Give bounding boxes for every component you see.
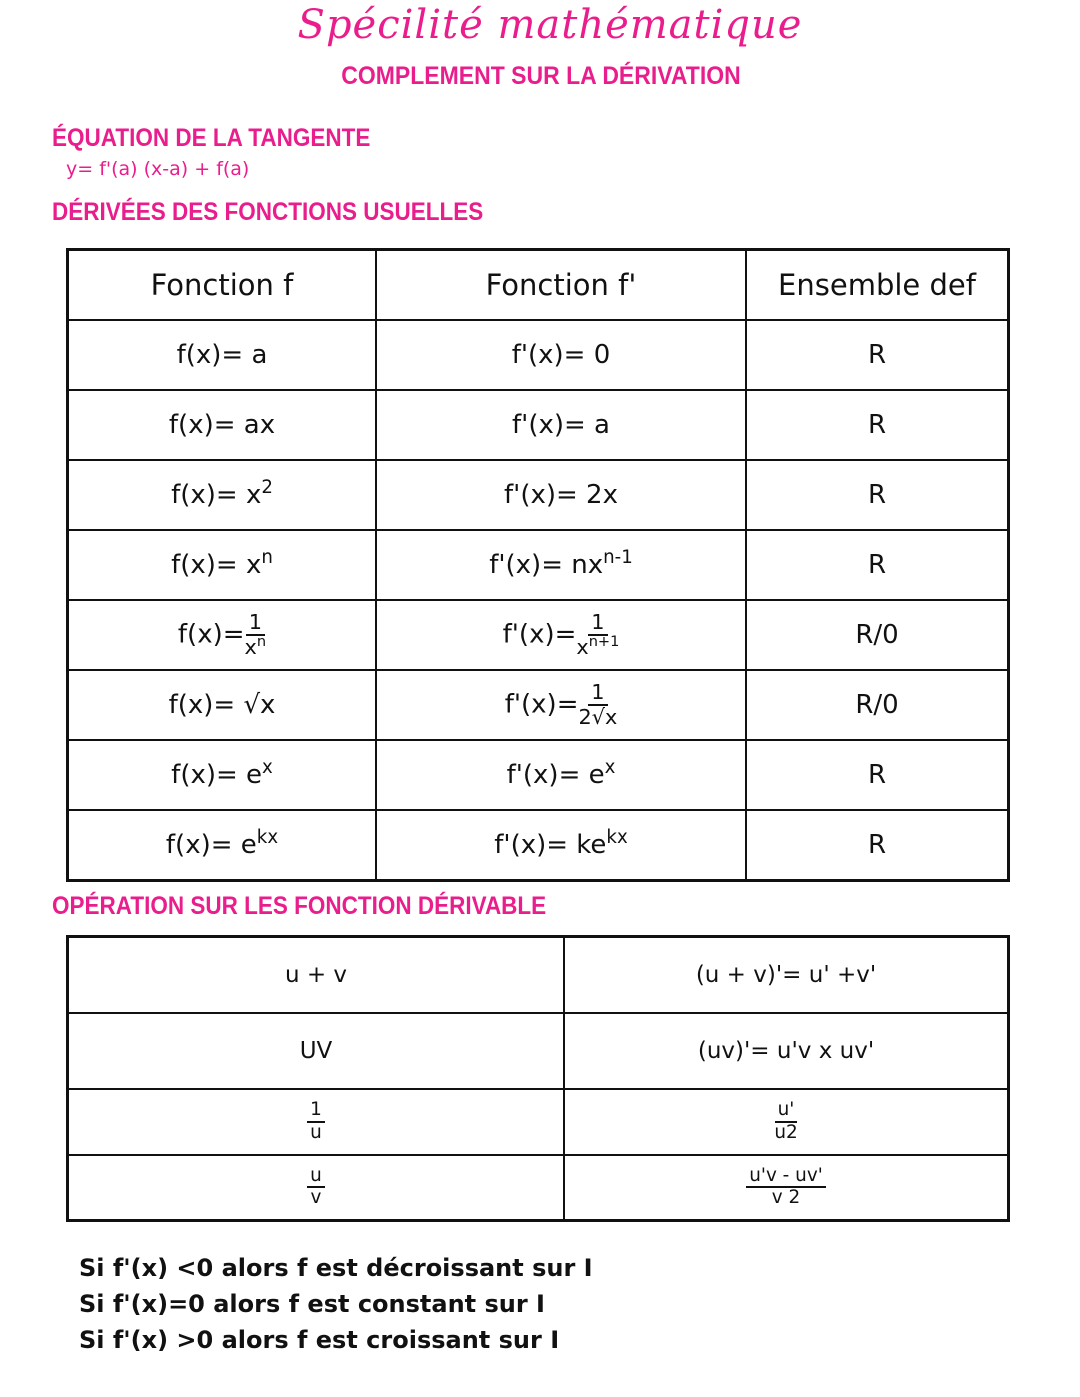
function-cell: f(x)= ax <box>68 390 377 460</box>
table-row <box>68 1155 1009 1221</box>
table-row <box>68 530 1009 600</box>
domain-cell: R <box>746 530 1009 600</box>
function-exponent: kx <box>256 827 279 848</box>
monotonicity-rules <box>79 1250 593 1358</box>
derivative-exponent: x <box>604 757 616 778</box>
table-row <box>68 1089 1009 1155</box>
derivative-base: f'(x)= ke <box>494 830 607 860</box>
function-base: f(x)= x <box>171 480 262 510</box>
fraction-denominator: u2 <box>774 1121 798 1143</box>
derivative-cell <box>376 530 746 600</box>
derivative-cell <box>376 740 746 810</box>
derivative-cell <box>376 670 746 740</box>
derivative-cell: f'(x)= 0 <box>376 320 746 390</box>
table-row <box>68 600 1009 670</box>
fraction-denominator <box>244 633 267 659</box>
rule-decreasing: Si f'(x) <0 alors f est décroissant sur I <box>79 1254 593 1282</box>
function-cell: f(x)= a <box>68 320 377 390</box>
operations-table <box>66 935 1010 1222</box>
fraction-numerator: u <box>307 1167 325 1188</box>
denominator-exponent: n <box>256 633 267 650</box>
result-cell: (u + v)'= u' +v' <box>564 937 1009 1013</box>
derivative-base: f'(x)= e <box>506 760 605 790</box>
derivative-exponent: n-1 <box>603 547 633 568</box>
fraction-denominator: 2√x <box>578 705 618 729</box>
domain-cell: R/0 <box>746 600 1009 670</box>
table-row <box>68 670 1009 740</box>
domain-cell: R <box>746 810 1009 881</box>
fraction-denominator: v <box>310 1187 322 1209</box>
function-cell <box>68 530 377 600</box>
result-cell <box>564 1089 1009 1155</box>
function-exponent: 2 <box>261 477 273 498</box>
function-base: f(x)= e <box>165 830 257 860</box>
fraction <box>576 612 619 658</box>
fraction <box>746 1164 826 1209</box>
function-cell <box>68 600 377 670</box>
derivative-cell <box>376 810 746 881</box>
rule-increasing: Si f'(x) >0 alors f est croissant sur I <box>79 1326 560 1354</box>
fraction-numerator: 1 <box>307 1101 325 1122</box>
table-header-row <box>68 250 1009 321</box>
table-row <box>68 810 1009 881</box>
derivatives-heading: DÉRIVÉES DES FONCTIONS USUELLES <box>52 198 484 226</box>
domain-cell: R/0 <box>746 670 1009 740</box>
fraction <box>245 612 267 658</box>
table-row <box>68 460 1009 530</box>
result-cell <box>564 1155 1009 1221</box>
table-row <box>68 390 1009 460</box>
fraction <box>774 1101 797 1142</box>
table-row <box>68 320 1009 390</box>
operation-cell: u + v <box>68 937 565 1013</box>
operations-heading: OPÉRATION SUR LES FONCTION DÉRIVABLE <box>52 892 547 920</box>
domain-cell: R <box>746 390 1009 460</box>
function-exponent: x <box>262 757 273 778</box>
function-base: f(x)= e <box>171 760 263 790</box>
derivative-exponent: kx <box>606 827 628 848</box>
fraction-numerator: 1 <box>246 612 265 636</box>
operation-cell: UV <box>68 1013 565 1089</box>
derivative-prefix: f'(x)= <box>502 619 577 650</box>
derivative-prefix: f'(x)= <box>504 689 579 720</box>
fraction-denominator <box>576 633 620 659</box>
table-row <box>68 740 1009 810</box>
fraction <box>578 682 617 728</box>
derivative-base: f'(x)= nx <box>489 550 604 580</box>
column-header-domain: Ensemble def <box>746 250 1009 321</box>
table-row <box>68 937 1009 1013</box>
fraction-denominator: v 2 <box>771 1187 801 1209</box>
table-row <box>68 1013 1009 1089</box>
function-exponent: n <box>261 547 273 568</box>
derivatives-table <box>66 248 1010 882</box>
fraction-numerator: 1 <box>588 682 607 706</box>
operation-cell <box>68 1155 565 1221</box>
tangent-equation: y= f'(a) (x-a) + f(a) <box>66 158 250 180</box>
domain-cell: R <box>746 740 1009 810</box>
rule-constant: Si f'(x)=0 alors f est constant sur I <box>79 1290 545 1318</box>
function-prefix: f(x)= <box>177 619 245 650</box>
fraction <box>307 1164 325 1209</box>
column-header-function: Fonction f <box>68 250 377 321</box>
domain-cell: R <box>746 460 1009 530</box>
denominator-base: x <box>244 635 257 659</box>
domain-cell: R <box>746 320 1009 390</box>
result-cell: (uv)'= u'v x uv' <box>564 1013 1009 1089</box>
fraction <box>307 1101 325 1142</box>
fraction-numerator: 1 <box>588 612 607 636</box>
script-title: Spécilité mathématique <box>297 2 803 48</box>
derivative-cell: f'(x)= 2x <box>376 460 746 530</box>
page-subtitle: COMPLEMENT SUR LA DÉRIVATION <box>341 62 741 90</box>
function-cell <box>68 810 377 881</box>
tangent-heading: ÉQUATION DE LA TANGENTE <box>52 124 371 152</box>
derivative-cell: f'(x)= a <box>376 390 746 460</box>
operation-cell <box>68 1089 565 1155</box>
function-base: f(x)= x <box>171 550 262 580</box>
function-cell <box>68 460 377 530</box>
denominator-exponent: n+1 <box>588 633 620 650</box>
function-cell <box>68 740 377 810</box>
derivative-cell <box>376 600 746 670</box>
denominator-base: x <box>576 635 589 659</box>
column-header-derivative: Fonction f' <box>376 250 746 321</box>
fraction-numerator: u' <box>775 1101 798 1122</box>
function-cell: f(x)= √x <box>68 670 377 740</box>
fraction-denominator: u <box>310 1121 322 1143</box>
fraction-numerator: u'v - uv' <box>746 1167 826 1188</box>
